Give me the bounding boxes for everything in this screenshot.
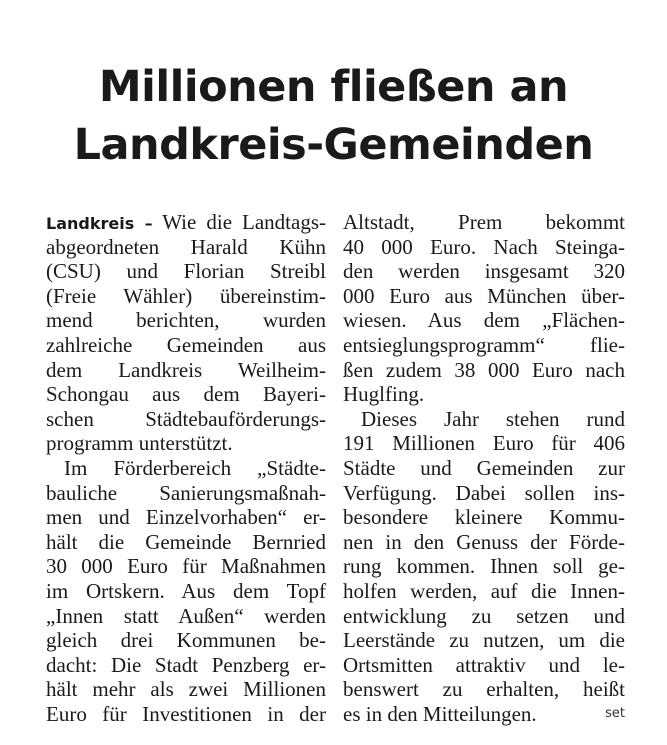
text-line: hält mehr als zwei Millionen xyxy=(46,677,326,702)
text-line: Verfügung. Dabei sollen ins- xyxy=(343,480,625,505)
text-line: mend berichten, wurden xyxy=(46,308,326,333)
text-line: Städte und Gemeinden zur xyxy=(343,455,625,480)
text-line: den werden insgesamt 320 xyxy=(343,259,625,284)
dateline: Landkreis – xyxy=(46,214,153,233)
text-line: entwicklung zu setzen und xyxy=(343,603,625,628)
text-line: besondere kleinere Kommu- xyxy=(343,505,625,530)
text-line: holfen werden, auf die Innen- xyxy=(343,578,625,603)
text-line: programm unterstützt. xyxy=(46,431,233,456)
text-line: men und Einzelvorhaben“ er- xyxy=(46,505,326,530)
text-line xyxy=(46,210,326,235)
text-line: benswert zu erhalten, heißt xyxy=(343,677,625,702)
text-line: Im Förderbereich „Städte- xyxy=(64,455,326,480)
text-line: 191 Millionen Euro für 406 xyxy=(343,431,625,456)
text-line: Huglfing. xyxy=(343,382,425,407)
headline-line-1: Millionen fließen an xyxy=(98,62,569,112)
text-line: im Ortskern. Aus dem Topf xyxy=(46,578,326,603)
text-line-content: es in den Mitteilungen. xyxy=(343,701,537,726)
text-line: rung kommen. Ihnen soll ge- xyxy=(343,554,625,579)
text-line: 000 Euro aus München über- xyxy=(343,283,625,308)
text-line: dacht: Die Stadt Penzberg er- xyxy=(46,652,326,677)
text-line: ßen zudem 38 000 Euro nach xyxy=(343,357,625,382)
text-line: (Freie Wähler) übereinstim- xyxy=(46,283,326,308)
text-line: Schongau aus dem Bayeri- xyxy=(46,382,326,407)
text-line: bauliche Sanierungsmaßnah- xyxy=(46,480,326,505)
text-line: (CSU) und Florian Streibl xyxy=(46,259,326,284)
article-column-right xyxy=(343,210,625,726)
article-column-left xyxy=(46,210,326,726)
text-line: gleich drei Kommunen be- xyxy=(46,628,326,653)
text-line: wiesen. Aus dem „Flächen- xyxy=(343,308,625,333)
text-line xyxy=(343,702,625,727)
text-line: „Innen statt Außen“ werden xyxy=(46,603,326,628)
text-line: zahlreiche Gemeinden aus xyxy=(46,332,326,357)
text-line-content: Wie die Landtags- xyxy=(162,210,326,234)
text-line: abgeordneten Harald Kühn xyxy=(46,234,326,259)
text-line: 40 000 Euro. Nach Steinga- xyxy=(343,234,625,259)
author-initials: set xyxy=(605,705,625,721)
text-line: entsieglungsprogramm“ flie- xyxy=(343,332,625,357)
text-line: 30 000 Euro für Maßnahmen xyxy=(46,554,326,579)
text-line: schen Städtebauförderungs- xyxy=(46,406,326,431)
text-line: Altstadt, Prem bekommt xyxy=(343,210,625,234)
text-line: Euro für Investitionen in der xyxy=(46,701,326,726)
text-line: Leerstände zu nutzen, um die xyxy=(343,628,625,653)
text-line: nen in den Genuss der Förde- xyxy=(343,529,625,554)
text-line: hält die Gemeinde Bernried xyxy=(46,529,326,554)
article-headline xyxy=(0,58,667,174)
text-line: Ortsmitten attraktiv und le- xyxy=(343,652,625,677)
text-line: dem Landkreis Weilheim- xyxy=(46,357,326,382)
text-line: Dieses Jahr stehen rund xyxy=(361,406,625,431)
headline-line-2: Landkreis-Gemeinden xyxy=(73,120,594,170)
